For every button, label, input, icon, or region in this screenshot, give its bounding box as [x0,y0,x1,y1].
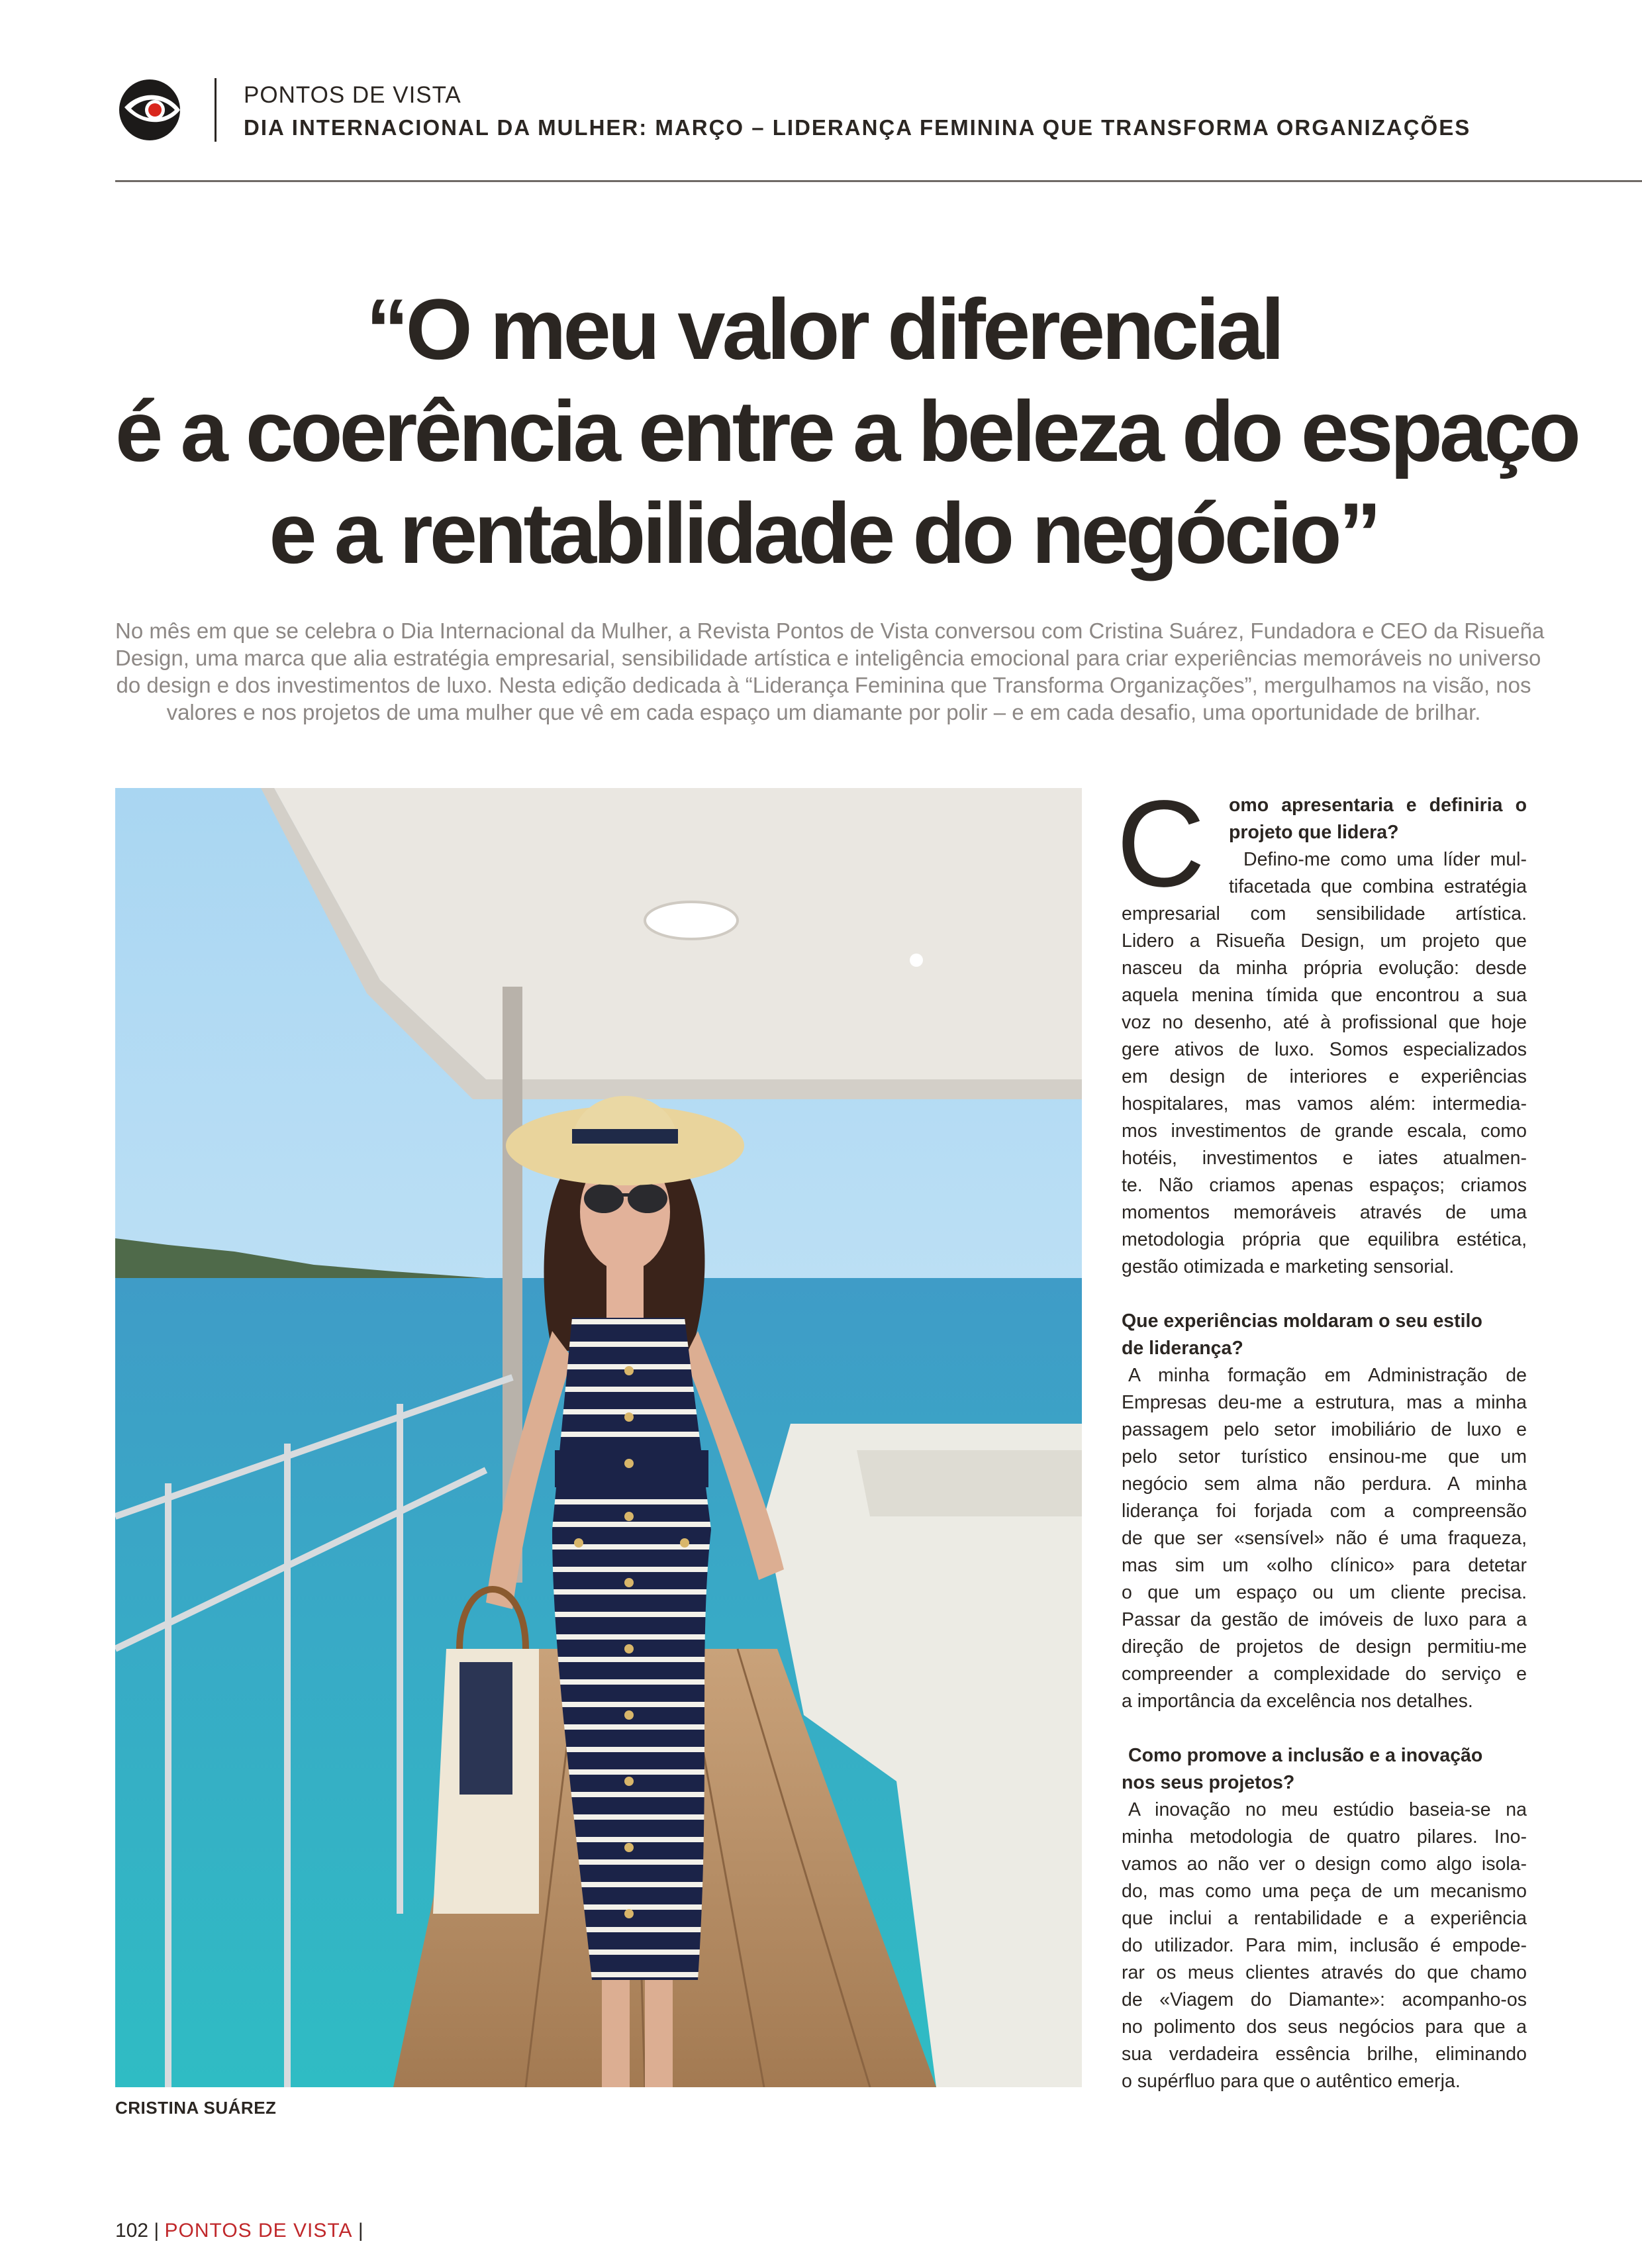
headline-line: e a rentabilidade do negócio” [269,485,1378,581]
headline [115,278,1578,584]
footer-separator: | [358,2220,363,2242]
answer-2 [1122,1362,1527,1715]
answer-line: sua verdadeira essência brilhe, eliminando [1122,2044,1527,2065]
answer-line: do, mas como uma peça de um mecanismo [1122,1881,1527,1902]
answer-line: metodologia própria que equilibra estética, [1122,1229,1527,1250]
question-2 [1122,1308,1527,1362]
answer-line: liderança foi forjada com a compreensão [1122,1501,1527,1522]
answer-line: gestão otimizada e marketing sensorial. [1122,1256,1455,1277]
headline-line: “O meu valor diferencial [365,281,1282,377]
question-line: nos seus projetos? [1122,1772,1295,1793]
answer-line: direção de projetos de design permitiu-me [1122,1636,1527,1657]
photo-caption: CRISTINA SUÁREZ [115,2098,277,2118]
answer-line: A minha formação em Administração de [1128,1365,1527,1386]
question-line: omo apresentaria e definiria o [1229,795,1527,816]
drop-cap: C [1116,775,1206,912]
answer-line: passagem pelo setor imobiliário de luxo e [1122,1419,1527,1440]
answer-line: hospitalares, mas vamos além: intermedia- [1122,1093,1527,1114]
footer-magazine-name: PONTOS DE VISTA [164,2220,353,2242]
answer-line: Defino-me como uma líder mul- [1243,849,1527,870]
answer-1 [1122,901,1527,1281]
question-line: Que experiências moldaram o seu estilo [1122,1310,1482,1332]
answer-line: de «Viagem do Diamante»: acompanho-os [1122,1989,1527,2010]
answer-3 [1122,1797,1527,2095]
answer-line: vamos ao não ver o design como algo isola- [1122,1853,1527,1875]
lead-paragraph [115,617,1545,726]
answer-line: A inovação no meu estúdio baseia-se na [1128,1799,1527,1820]
answer-line: Lidero a Risueña Design, um projeto que [1122,930,1527,952]
answer-line: tifacetada que combina estratégia [1229,876,1527,897]
magazine-logo-icon [115,74,187,146]
header-divider [215,78,217,142]
page-number: 102 [115,2220,149,2242]
answer-line: hotéis, investimentos e iates atualmen- [1122,1148,1527,1169]
answer-line: aquela menina tímida que encontrou a sua [1122,985,1527,1006]
answer-line: Empresas deu-me a estrutura, mas a minha [1122,1392,1527,1413]
section-label: PONTOS DE VISTA [244,82,461,108]
answer-line: pelo setor turístico ensinou-me que um [1122,1446,1527,1467]
issue-title: DIA INTERNACIONAL DA MULHER: MARÇO – LIDERANÇA FEMININA QUE TRANSFORMA ORGANIZAÇÕES [244,115,1471,140]
question-line: projeto que lidera? [1229,822,1399,843]
answer-line: o supérfluo para que o autêntico emerja. [1122,2071,1461,2092]
article-column [1116,775,1527,2095]
answer-line: mos investimentos de grande escala, como [1122,1120,1527,1142]
answer-line: no polimento dos seus negócios para que a [1122,2016,1527,2038]
lead-line: do design e dos investimentos de luxo. Nesta edição dedicada à “Liderança Feminina que Transforma Organizações”, mergulhamos na visão, nos [116,673,1531,697]
portrait-photo [115,788,1082,2087]
answer-line: empresarial com sensibilidade artística. [1122,903,1527,924]
answer-line: voz no desenho, até à profissional que hoje [1122,1012,1527,1033]
answer-line: negócio sem alma não perdura. A minha [1122,1473,1527,1495]
answer-line: nasceu da minha própria evolução: desde [1122,958,1527,979]
answer-line: gere ativos de luxo. Somos especializados [1122,1039,1527,1060]
answer-line: o que um espaço ou um cliente precisa. [1122,1582,1527,1603]
footer-separator: | [154,2220,160,2242]
answer-line: a importância da excelência nos detalhes. [1122,1691,1473,1712]
answer-line: do utilizador. Para mim, inclusão é empode- [1122,1935,1527,1956]
answer-line: rar os meus clientes através do que chamo [1122,1962,1527,1983]
lead-line: valores e nos projetos de uma mulher que vê em cada espaço um diamante por polir – e em cada desafio, uma oportunidade de brilhar. [166,700,1481,724]
answer-line: mas sim um «olho clínico» para detetar [1122,1555,1527,1576]
answer-line: que inclui a rentabilidade e a experiência [1122,1908,1527,1929]
answer-line: minha metodologia de quatro pilares. Ino- [1122,1826,1527,1848]
question-line: Como promove a inclusão e a inovação [1128,1745,1483,1766]
lead-line: Design, uma marca que alia estratégia empresarial, sensibilidade artística e inteligência emocional para criar experiências memoráveis no universo [115,646,1541,670]
answer-line: em design de interiores e experiências [1122,1066,1527,1087]
page-footer [115,2220,363,2242]
answer-line: te. Não criamos apenas espaços; criamos [1122,1175,1527,1196]
header-rule [115,180,1642,182]
answer-line: de que ser «sensível» não é uma fraqueza, [1122,1528,1527,1549]
answer-line: Passar da gestão de imóveis de luxo para a [1122,1609,1527,1630]
answer-line: momentos memoráveis através de uma [1122,1202,1527,1223]
lead-line: No mês em que se celebra o Dia Internacional da Mulher, a Revista Pontos de Vista conversou com Cristina Suárez, Fundadora e CEO da Risueña [115,618,1545,643]
answer-line: compreender a complexidade do serviço e [1122,1663,1527,1685]
headline-line: é a coerência entre a beleza do espaço [115,383,1578,479]
question-1 [1116,775,1527,912]
question-3 [1122,1742,1527,1797]
question-line: de liderança? [1122,1338,1243,1359]
